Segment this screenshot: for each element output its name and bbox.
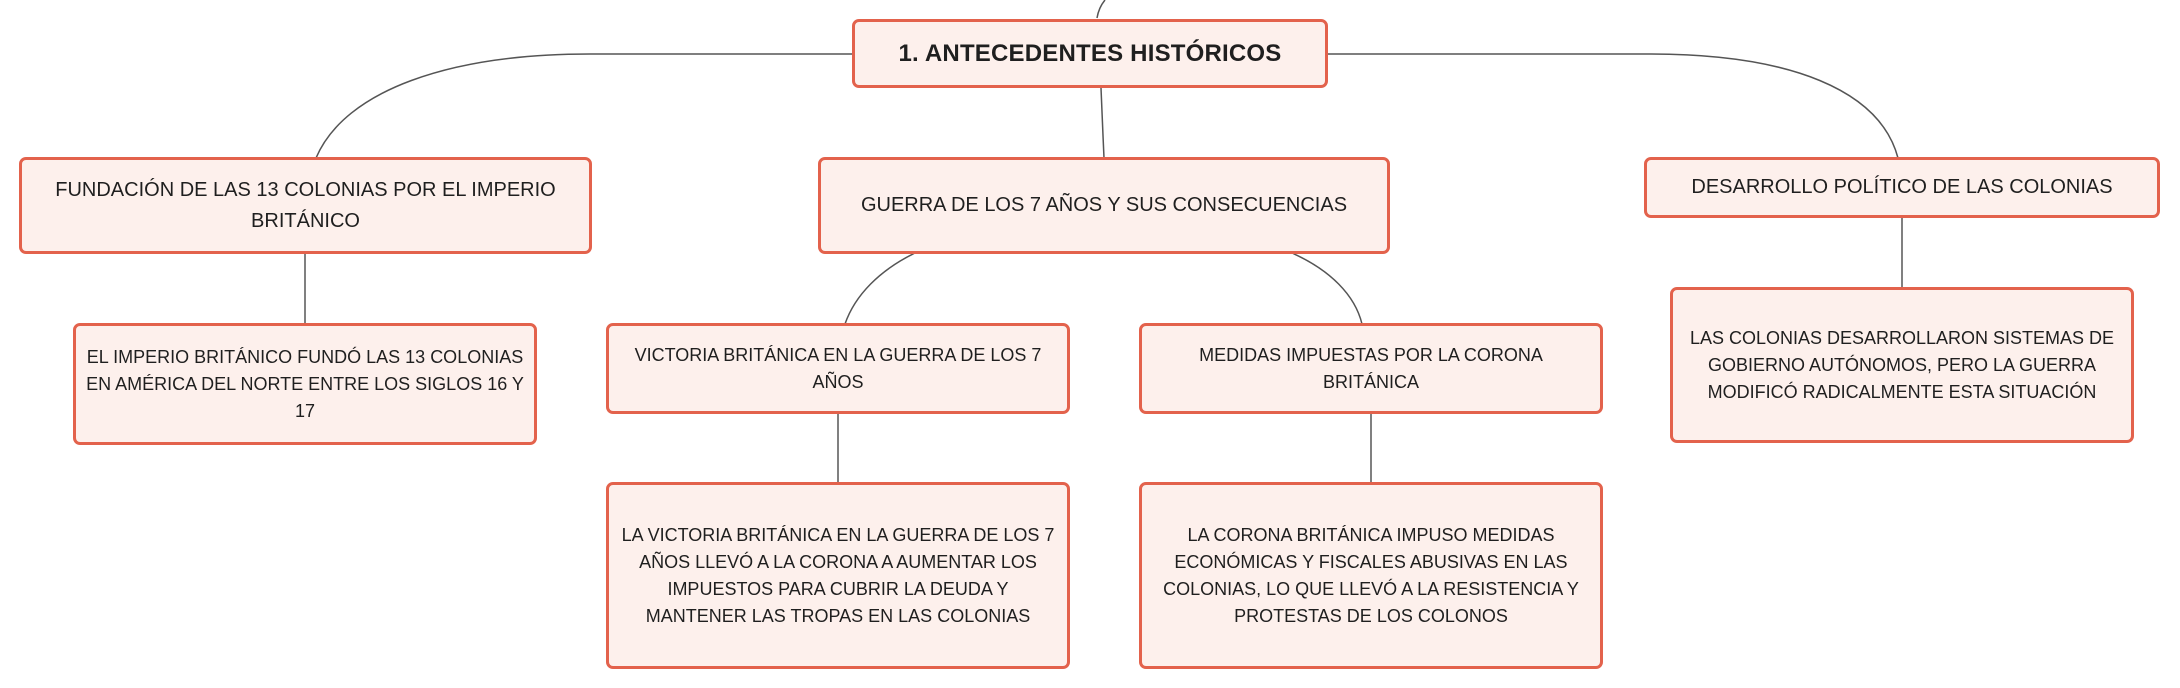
topic-label-guerra: GUERRA DE LOS 7 AÑOS Y SUS CONSECUENCIAS [860, 194, 1348, 216]
topic-label-desarrollo: DESARROLLO POLÍTICO DE LAS COLONIAS [1691, 176, 2113, 198]
detail-label-medidas: LA CORONA BRITÁNICA IMPUSO MEDIDAS ECONÓMICAS Y FISCALES ABUSIVAS EN LAS COLONIAS, LO QUE LLEVÓ A LA RESISTENCIA Y PROTESTAS DE LOS COLONOS [1163, 524, 1579, 626]
connector-guerra-to-medidas [1292, 253, 1362, 324]
main-topic-node[interactable] [852, 19, 1328, 88]
subtopic-label-fundacion-detail: EL IMPERIO BRITÁNICO FUNDÓ LAS 13 COLONIAS EN AMÉRICA DEL NORTE ENTRE LOS SIGLOS 16 Y 17 [86, 346, 524, 421]
connector-main-to-fundacion [316, 54, 852, 158]
subtopic-label-desarrollo-detail: LAS COLONIAS DESARROLLARON SISTEMAS DE GOBIERNO AUTÓNOMOS, PERO LA GUERRA MODIFICÓ RADICALMENTE ESTA SITUACIÓN [1689, 327, 2115, 402]
connector-guerra-to-victoria [845, 253, 915, 324]
subtopic-node-desarrollo-detail[interactable] [1670, 287, 2134, 443]
main-topic-label: 1. ANTECEDENTES HISTÓRICOS [898, 39, 1282, 67]
subtopic-node-medidas[interactable] [1139, 323, 1603, 414]
detail-label-victoria: LA VICTORIA BRITÁNICA EN LA GUERRA DE LOS 7 AÑOS LLEVÓ A LA CORONA A AUMENTAR LOS IMPUESTOS PARA CUBRIR LA DEUDA Y MANTENER LAS TROPAS EN LAS COLONIAS [621, 524, 1055, 626]
connector-main-to-guerra [1101, 88, 1104, 158]
subtopic-label-medidas: MEDIDAS IMPUESTAS POR LA CORONA BRITÁNICA [1199, 344, 1543, 392]
subtopic-node-victoria[interactable] [606, 323, 1070, 414]
detail-node-victoria[interactable] [606, 482, 1070, 669]
subtopic-label-victoria: VICTORIA BRITÁNICA EN LA GUERRA DE LOS 7 AÑOS [634, 344, 1042, 392]
subtopic-node-fundacion-detail[interactable] [73, 323, 537, 445]
topic-label-fundacion: FUNDACIÓN DE LAS 13 COLONIAS POR EL IMPERIO BRITÁNICO [55, 178, 556, 232]
connector-main-to-desarrollo [1328, 54, 1898, 158]
detail-node-medidas[interactable] [1139, 482, 1603, 669]
connector-root-to-parent [1097, 0, 1105, 18]
topic-node-fundacion[interactable] [19, 157, 592, 254]
topic-node-desarrollo[interactable] [1644, 157, 2160, 218]
topic-node-guerra[interactable] [818, 157, 1390, 254]
